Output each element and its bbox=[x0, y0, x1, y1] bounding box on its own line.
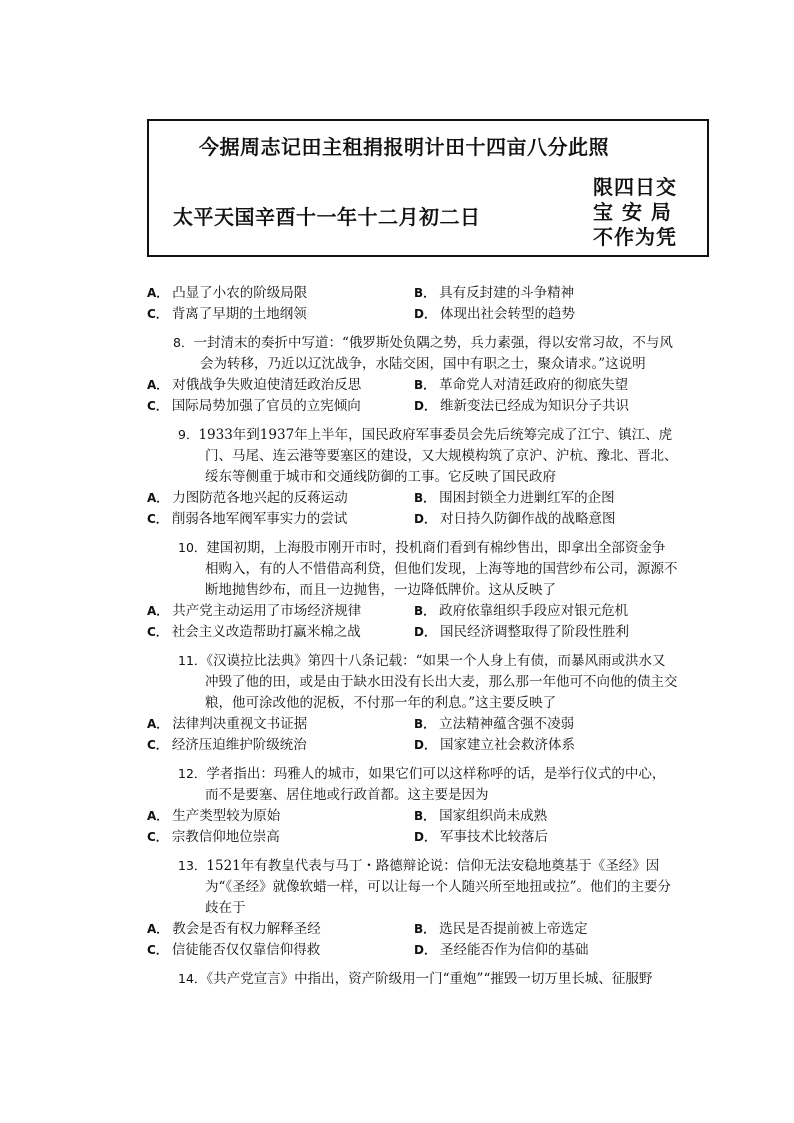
option-c[interactable]: C． 宗教信仰地位崇高 bbox=[147, 829, 280, 845]
document-line-1: 今据周志记田主租捐报明计田十四亩八分此照 bbox=[199, 135, 609, 159]
option-a[interactable]: A． 法律判决重视文书证据 bbox=[147, 716, 308, 732]
option-c[interactable]: C． 信徒能否仅仅靠信仰得救 bbox=[147, 942, 321, 958]
question-9-options bbox=[0, 488, 794, 530]
option-b[interactable]: B． 革命党人对清廷政府的彻底失望 bbox=[414, 377, 629, 393]
question-number: 8． bbox=[173, 335, 194, 350]
question-number: 9． bbox=[178, 427, 199, 442]
stamp-line-2: 宝 安 局 bbox=[593, 200, 672, 224]
question-11-stem: 11．《汉谟拉比法典》第四十八条记载：“如果一个人身上有债，而暴风雨或洪水又冲毁了他的田，或是由于缺水田没有长出大麦，那么那一年他可不向他的债主交粮，他可涂改他的泥板，不付那一年的利息。”这主要反映了 bbox=[178, 653, 678, 711]
option-d[interactable]: D． 体现出社会转型的趋势 bbox=[414, 306, 575, 322]
stamp-line-3: 不作为凭 bbox=[593, 225, 677, 249]
option-d[interactable]: D． 国家建立社会救济体系 bbox=[414, 737, 575, 753]
stamp-line-1: 限四日交 bbox=[593, 175, 677, 199]
question-8-options bbox=[0, 375, 794, 417]
question-number: 14． bbox=[178, 971, 207, 986]
option-d[interactable]: D． 对日持久防御作战的战略意图 bbox=[414, 511, 616, 527]
question-list bbox=[0, 283, 794, 990]
option-b[interactable]: B． 具有反封建的斗争精神 bbox=[414, 285, 575, 301]
option-a[interactable]: A． 教会是否有权力解释圣经 bbox=[147, 921, 321, 937]
option-b[interactable]: B． 国家组织尚未成熟 bbox=[414, 808, 548, 824]
option-c[interactable]: C． 背离了早期的土地纲领 bbox=[147, 306, 307, 322]
question-9-stem: 9．1933年到1937年上半年，国民政府军事委员会先后统筹完成了江宁、镇江、虎门、马尾、连云港等要塞区的建设，又大规模构筑了京沪、沪杭、豫北、晋北、绥东等侧重于城市和交通线防御的工事。它反映了国民政府 bbox=[178, 427, 678, 485]
document-stamp-text bbox=[593, 175, 677, 250]
option-c[interactable]: C． 削弱各地军阀军事实力的尝试 bbox=[147, 511, 348, 527]
option-b[interactable]: B． 立法精神蕴含强不凌弱 bbox=[414, 716, 575, 732]
option-d[interactable]: D． 维新变法已经成为知识分子共识 bbox=[414, 398, 629, 414]
option-d[interactable]: D． 圣经能否作为信仰的基础 bbox=[414, 942, 589, 958]
option-c[interactable]: C． 社会主义改造帮助打赢米棉之战 bbox=[147, 624, 361, 640]
option-a[interactable]: A． 对俄战争失败迫使清廷政治反思 bbox=[147, 377, 362, 393]
question-number: 11． bbox=[178, 653, 207, 668]
option-c[interactable]: C． 国际局势加强了官员的立宪倾向 bbox=[147, 398, 361, 414]
question-number: 13． bbox=[178, 858, 207, 873]
question-10-options bbox=[0, 601, 794, 643]
option-a[interactable]: A． 生产类型较为原始 bbox=[147, 808, 281, 824]
question-10-stem: 10．建国初期，上海股市刚开市时，投机商们看到有棉纱售出，即拿出全部资金争相购入，有的人不惜借高利贷，但他们发现，上海等地的国营纱布公司，源源不断地抛售纱布，而且一边抛售，一边降低牌价。这从反映了 bbox=[178, 540, 678, 598]
option-a[interactable]: A． 凸显了小农的阶级局限 bbox=[147, 285, 308, 301]
option-a[interactable]: A． 力图防范各地兴起的反蒋运动 bbox=[147, 490, 348, 506]
question-13-options bbox=[0, 919, 794, 961]
question-14-stem: 14．《共产党宣言》中指出，资产阶级用一门“重炮”“摧毁一切万里长城、征服野 bbox=[178, 971, 653, 987]
question-13-stem: 13．1521年有教皇代表与马丁・路德辩论说：信仰无法安稳地奠基于《圣经》因为“《圣经》就像软蜡一样，可以让每一个人随兴所至地扭或拉”。他们的主要分歧在于 bbox=[178, 858, 672, 916]
question-12-options bbox=[0, 806, 794, 848]
document-date-line: 太平天国辛酉十一年十二月初二日 bbox=[173, 205, 481, 229]
question-8-stem: 8．一封清末的奏折中写道：“俄罗斯处负隅之势，兵力素强，得以安常习故，不与风会为转移，乃近以辽沈战争，水陆交困，国中有职之士，聚众请求。”这说明 bbox=[173, 335, 673, 372]
option-d[interactable]: D． 军事技术比较落后 bbox=[414, 829, 548, 845]
question-11-options bbox=[0, 714, 794, 756]
question-number: 12． bbox=[178, 766, 207, 781]
question-7-options bbox=[0, 283, 794, 325]
option-b[interactable]: B． 政府依靠组织手段应对银元危机 bbox=[414, 603, 629, 619]
question-12-stem: 12．学者指出：玛雅人的城市，如果它们可以这样称呼的话，是举行仪式的中心，而不是要塞、居住地或行政首都。这主要是因为 bbox=[178, 766, 666, 803]
option-d[interactable]: D． 国民经济调整取得了阶段性胜利 bbox=[414, 624, 629, 640]
option-b[interactable]: B． 选民是否提前被上帝选定 bbox=[414, 921, 588, 937]
option-c[interactable]: C． 经济压迫维护阶级统治 bbox=[147, 737, 307, 753]
question-number: 10． bbox=[178, 540, 207, 555]
option-a[interactable]: A． 共产党主动运用了市场经济规律 bbox=[147, 603, 362, 619]
historical-document-box bbox=[147, 119, 709, 257]
option-b[interactable]: B． 围困封锁全力进剿红军的企图 bbox=[414, 490, 615, 506]
